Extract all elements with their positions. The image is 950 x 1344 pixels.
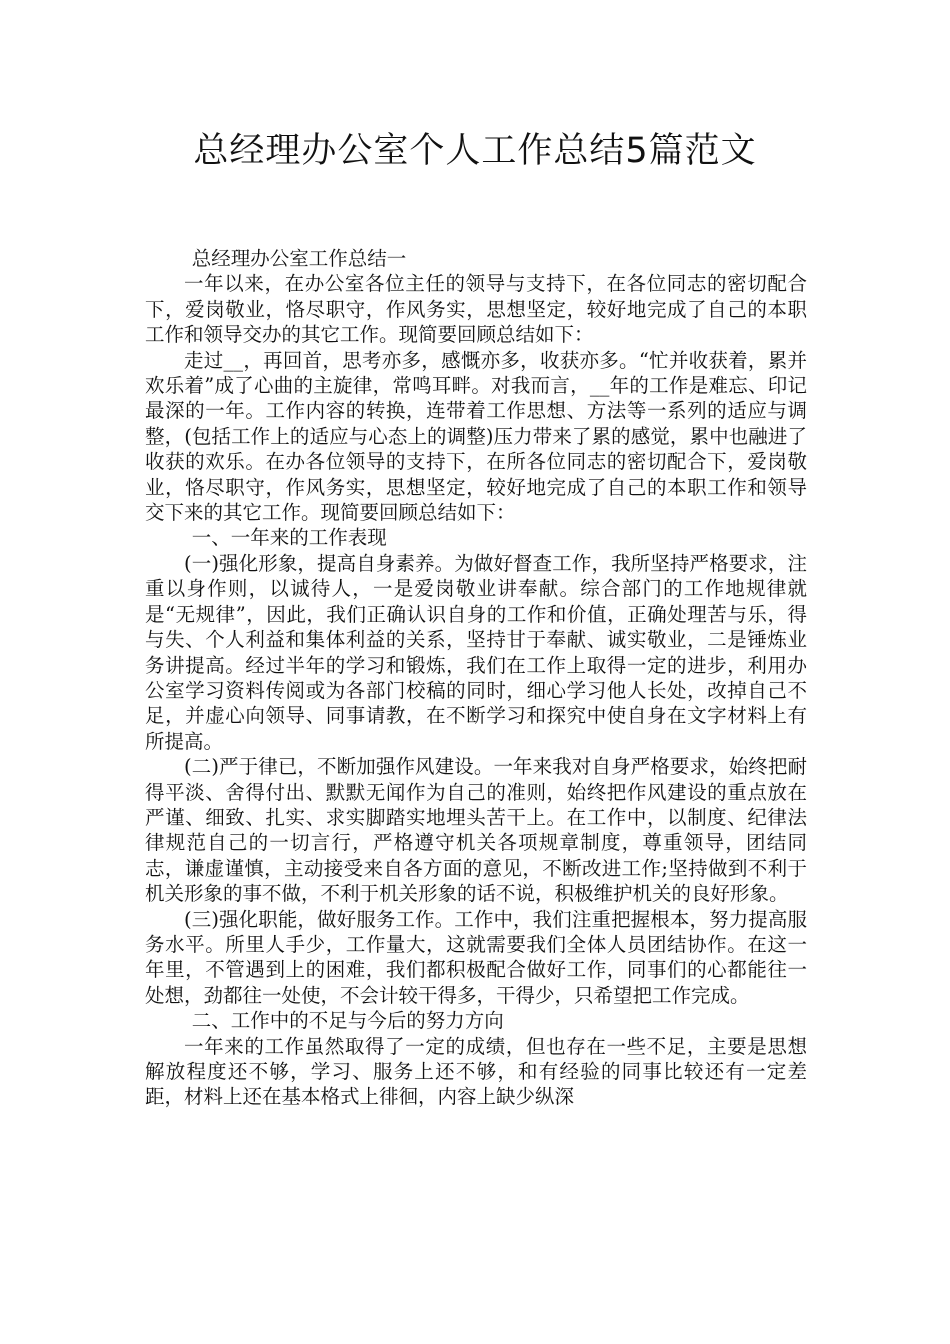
section-heading: 一、一年来的工作表现 [191,526,387,550]
body-paragraph: 一年来的工作虽然取得了一定的成绩，但也存在一些不足，主要是思想解放程度还不够，学习、服务上还不够，和有经验的同事比较还有一定差距，材料上还在基本格式上徘徊，内容上缺少纵深 [145,1034,807,1109]
body-paragraph: (一)强化形象，提高自身素养。为做好督查工作，我所坚持严格要求，注重以身作则，以诚待人，一是爱岗敬业讲奉献。综合部门的工作地规律就是“无规律”，因此，我们正确认识自身的工作和价值，正确处理苦与乐，得与失、个人利益和集体利益的关系，坚持甘于奉献、诚实敬业，二是锤炼业务讲提高。经过半年的学习和锻炼，我们在工作上取得一定的进步，利用办公室学习资料传阅或为各部门校稿的同时，细心学习他人长处，改掉自己不足，并虚心向领导、同事请教，在不断学习和探究中使自身在文字材料上有所提高。 [145,551,807,753]
body-paragraph: (三)强化职能，做好服务工作。工作中，我们注重把握根本，努力提高服务水平。所里人手少，工作量大，这就需要我们全体人员团结协作。在这一年里，不管遇到上的困难，我们都积极配合做好工作，同事们的心都能往一处想，劲都往一处使，不会计较干得多，干得少，只希望把工作完成。 [145,907,807,1007]
document-title: 总经理办公室个人工作总结5篇范文 [193,131,757,171]
document-body [145,246,807,1110]
section-heading: 二、工作中的不足与今后的努力方向 [191,1009,504,1033]
body-paragraph: (二)严于律已，不断加强作风建设。一年来我对自身严格要求，始终把耐得平淡、舍得付出、默默无闻作为自己的准则，始终把作风建设的重点放在严谨、细致、扎实、求实脚踏实地埋头苦干上。在工作中，以制度、纪律法律规范自己的一切言行，严格遵守机关各项规章制度，尊重领导，团结同志，谦虚谨慎，主动接受来自各方面的意见，不断改进工作;坚持做到不利于机关形象的事不做，不利于机关形象的话不说，积极维护机关的良好形象。 [145,755,807,906]
section-heading: 总经理办公室工作总结一 [191,247,407,270]
body-paragraph: 一年以来，在办公室各位主任的领导与支持下，在各位同志的密切配合下，爱岗敬业，恪尽职守，作风务实，思想坚定，较好地完成了自己的本职工作和领导交办的其它工作。现简要回顾总结如下： [145,272,807,347]
body-paragraph: 走过__，再回首，思考亦多，感慨亦多，收获亦多。“忙并收获着，累并欢乐着”成了心曲的主旋律，常鸣耳畔。对我而言，__年的工作是难忘、印记最深的一年。工作内容的转换，连带着工作思想、方法等一系列的适应与调整，(包括工作上的适应与心态上的调整)压力带来了累的感觉，累中也融进了收获的欢乐。在办各位领导的支持下，在所各位同志的密切配合下，爱岗敬业，恪尽职守，作风务实，思想坚定，较好地完成了自己的本职工作和领导交下来的其它工作。现简要回顾总结如下： [145,348,807,525]
